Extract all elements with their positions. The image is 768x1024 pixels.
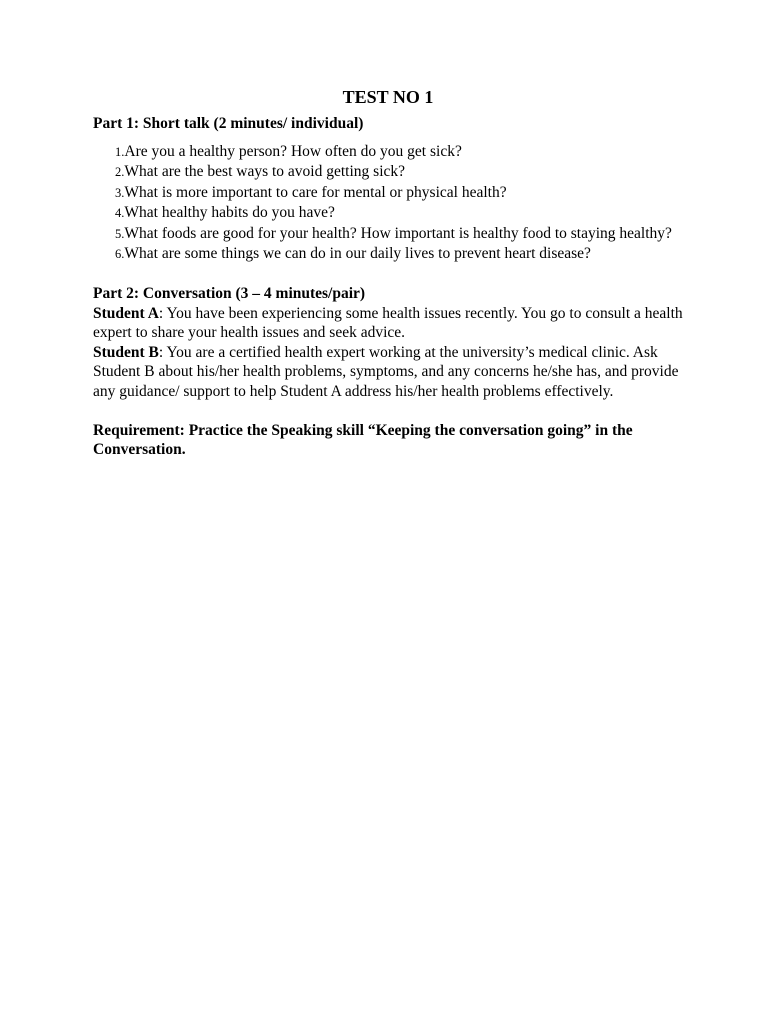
document-title: TEST NO 1 — [342, 87, 434, 107]
question-text: What are the best ways to avoid getting sick? — [124, 163, 406, 180]
student-a-text: : You have been experiencing some health issues recently. You go to consult a health expert to share your health issues and seek advice. — [93, 304, 683, 341]
question-text: What are some things we can do in our daily lives to prevent heart disease? — [124, 245, 591, 262]
student-b-label: Student B — [93, 343, 159, 361]
question-text: What is more important to care for mental or physical health? — [124, 183, 507, 201]
student-a-label: Student A — [93, 304, 159, 322]
question-item — [93, 162, 683, 183]
student-b-text: : You are a certified health expert working at the university’s medical clinic. Ask Student B about his/her health problems, symptoms, and any concerns he/she has, and provide any guidance/ support to help Student A address his/her health problems effectively. — [93, 343, 679, 400]
question-text: What healthy habits do you have? — [124, 204, 335, 221]
requirement-text: Requirement: Practice the Speaking skill “Keeping the conversation going” in the Conversation. — [93, 421, 633, 458]
question-text: What foods are good for your health? How important is healthy food to staying healthy? — [124, 224, 672, 242]
part1-question-list — [93, 142, 683, 265]
question-item — [93, 203, 683, 224]
question-text: Are you a healthy person? How often do you get sick? — [124, 142, 462, 160]
question-item — [93, 244, 683, 265]
question-number: 1. — [115, 144, 125, 159]
question-number: 2. — [115, 165, 125, 179]
student-a-paragraph — [93, 304, 683, 343]
question-number: 4. — [115, 206, 125, 220]
question-item — [93, 183, 683, 204]
question-number: 3. — [115, 185, 125, 200]
student-b-paragraph — [93, 343, 683, 402]
question-number: 5. — [115, 226, 125, 241]
question-number: 6. — [115, 247, 125, 261]
question-item — [93, 224, 683, 245]
part2-heading: Part 2: Conversation (3 – 4 minutes/pair) — [93, 285, 366, 302]
question-item — [93, 142, 683, 163]
document-page — [93, 86, 683, 460]
section-spacer — [93, 401, 683, 421]
part1-heading: Part 1: Short talk (2 minutes/ individual) — [93, 115, 364, 132]
section-spacer — [93, 265, 683, 285]
